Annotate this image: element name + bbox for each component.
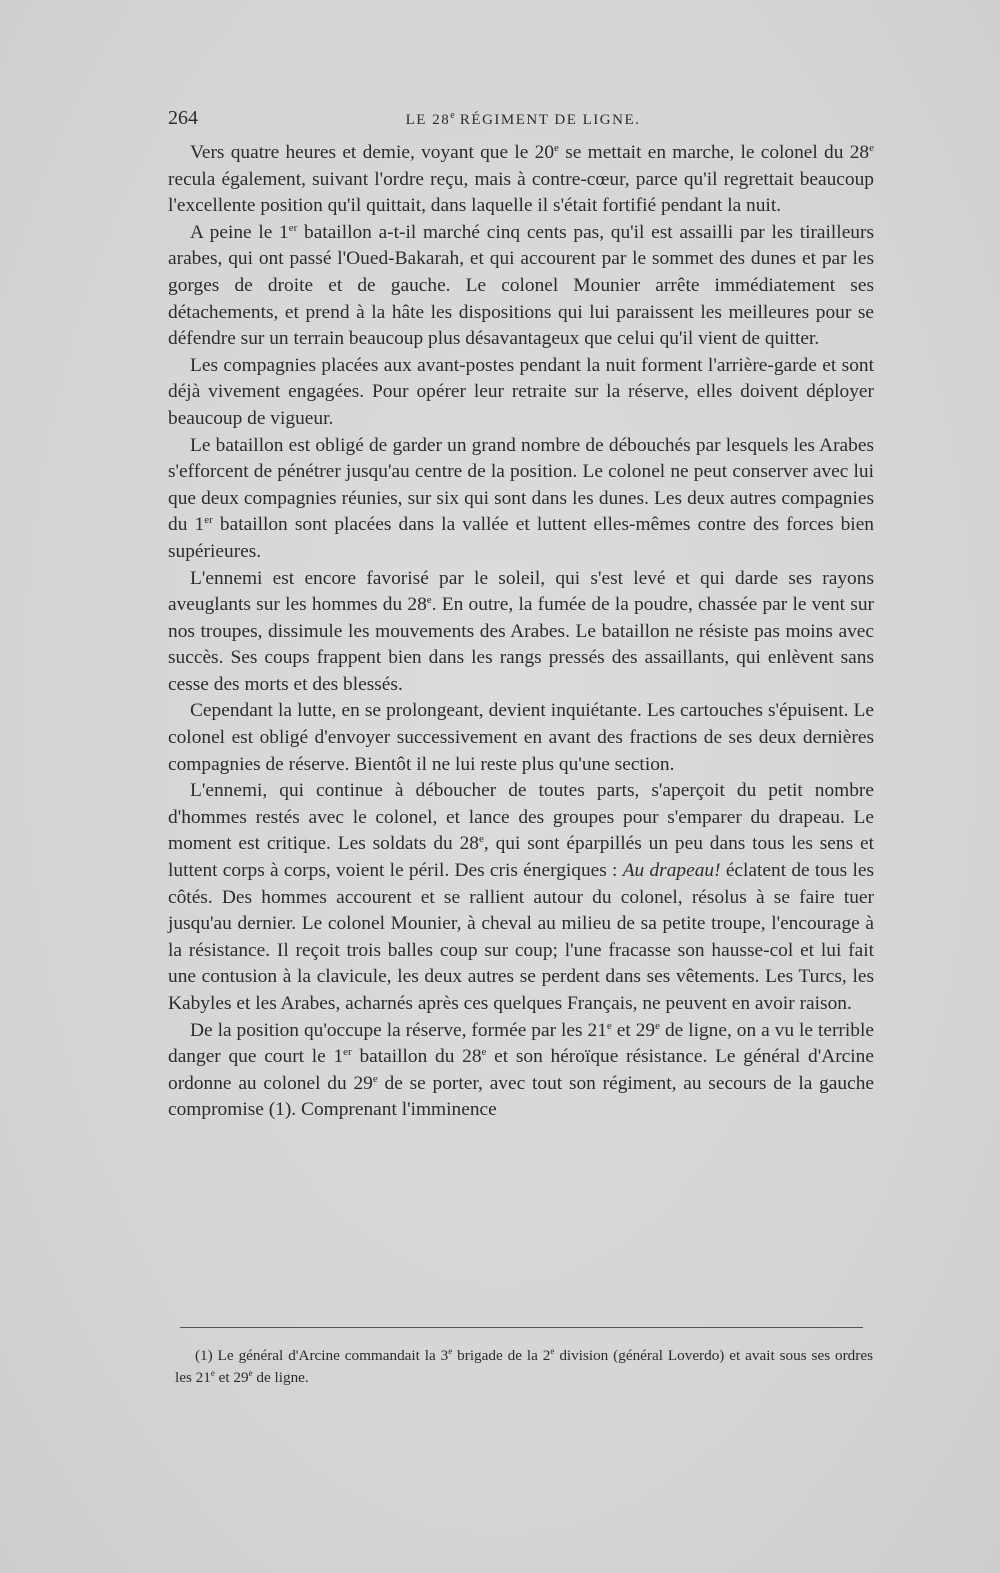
paragraph: De la position qu'occupe la réserve, formée par les 21e et 29e de ligne, on a vu le terrible danger que court le 1er bataillon du 28e et son héroïque résistance. Le général d'Arcine ordonne au colonel du 29e de se porter, avec tout son régiment, au secours de la gauche compromise (1). Comprenant l'imminence xyxy=(168,1019,874,1121)
paragraph: A peine le 1er bataillon a-t-il marché cinq cents pas, qu'il est assailli par les tirailleurs arabes, qui ont passé l'Oued-Bakarah, et qui accourent par le sommet des dunes et par les gorges de droite et de gauche. Le colonel Mounier arrête immédiatement ses détachements, et prend à la hâte les dispositions qui lui paraissent les meilleures pour se défendre sur un terrain beaucoup plus désavantageux que celui qu'il vient de quitter. xyxy=(168,221,874,350)
body-text xyxy=(168,140,874,1124)
footnote: (1) Le général d'Arcine commandait la 3e brigade de la 2e division (général Loverdo) et avait sous ses ordres les 21e et 29e de ligne. xyxy=(175,1346,873,1386)
paragraph: Le bataillon est obligé de garder un grand nombre de débouchés par lesquels les Arabes s'efforcent de pénétrer jusqu'au centre de la position. Le colonel ne peut conserver avec lui que deux compagnies réunies, sur six qui sont dans les dunes. Les deux autres compagnies du 1er bataillon sont placées dans la vallée et luttent elles-mêmes contre des forces bien supérieures. xyxy=(168,434,874,562)
paragraph: L'ennemi est encore favorisé par le soleil, qui s'est levé et qui darde ses rayons aveuglants sur les hommes du 28e. En outre, la fumée de la poudre, chassée par le vent sur nos troupes, dissimule les mouvements des Arabes. Le bataillon ne résiste pas moins avec succès. Ses coups frappent bien dans les rangs pressés des assaillants, qui enlèvent sans cesse des morts et des blessés. xyxy=(168,567,874,695)
paragraph: Les compagnies placées aux avant-postes pendant la nuit forment l'arrière-garde et sont déjà vivement engagées. Pour opérer leur retraite sur la réserve, elles doivent déployer beaucoup de vigueur. xyxy=(168,354,874,429)
running-title xyxy=(168,110,878,129)
paragraph: Cependant la lutte, en se prolongeant, devient inquiétante. Les cartouches s'épuisent. Le colonel est obligé d'envoyer successivement en avant des fractions de ses deux dernières compagnies de réserve. Bientôt il ne lui reste plus qu'une section. xyxy=(168,700,874,775)
paragraph: Vers quatre heures et demie, voyant que le 20e se mettait en marche, le colonel du 28e recula également, suivant l'ordre reçu, mais à contre-cœur, parce qu'il regrettait beaucoup l'excellente position qu'il quittait, dans laquelle il s'était fortifié pendant la nuit. xyxy=(168,142,874,217)
running-head xyxy=(168,107,878,131)
page-number: 264 xyxy=(168,107,198,129)
running-title-prefix: LE 28 xyxy=(405,112,451,128)
paragraph: L'ennemi, qui continue à déboucher de toutes parts, s'aperçoit du petit nombre d'hommes restés avec le colonel, et lance des groupes pour s'emparer du drapeau. Le moment est critique. Les soldats du 28e, qui sont éparpillés un peu dans tous les sens et luttent corps à corps, voient le péril. Des cris énergiques : Au drapeau! éclatent de tous les côtés. Des hommes accourent et se rallient autour du colonel, résolus à se faire tuer jusqu'au dernier. Le colonel Mounier, à cheval au milieu de sa petite troupe, l'encourage à la résistance. Il reçoit trois balles coup sur coup; l'une fracasse son hausse-col et lui fait une contusion à la clavicule, les deux autres se perdent dans ses vêtements. Les Turcs, les Kabyles et les Arabes, acharnés après ces quelques Français, ne peuvent en avoir raison. xyxy=(168,780,875,1014)
running-title-sup: e xyxy=(450,110,455,121)
running-title-suffix: RÉGIMENT DE LIGNE. xyxy=(454,112,641,128)
footnote-rule xyxy=(180,1327,863,1328)
